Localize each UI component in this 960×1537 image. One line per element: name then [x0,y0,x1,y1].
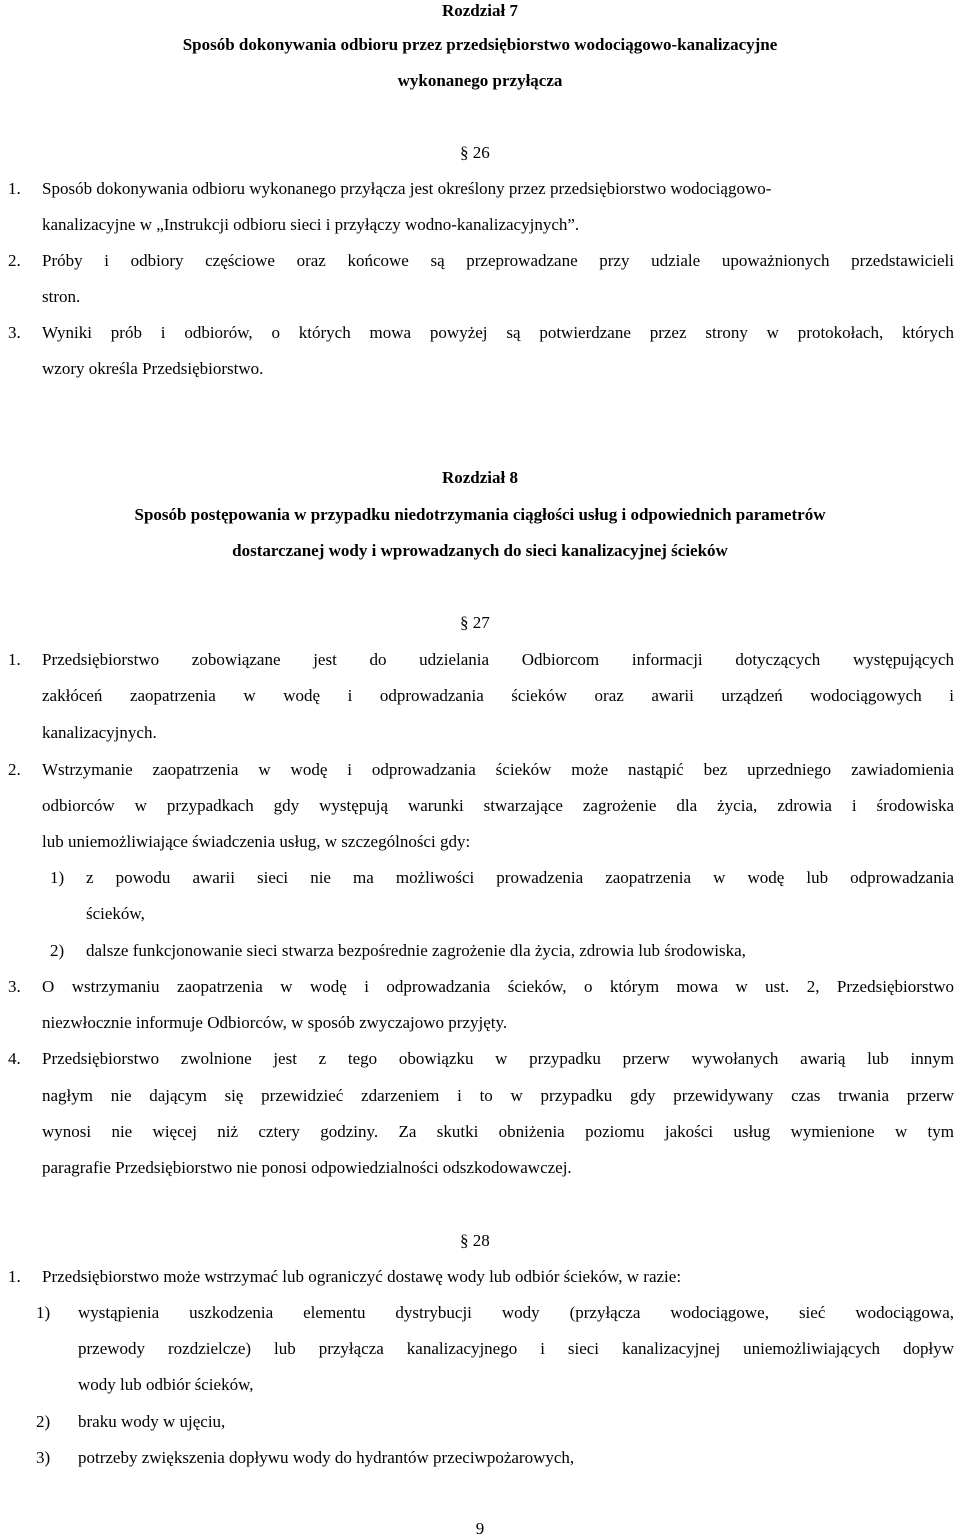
p28-sub2-number: 2) [36,1412,51,1431]
p27-item1-line1: Przedsiębiorstwo zobowiązane jest do udzielania Odbiorcom informacji dotyczących występujących [42,650,954,669]
p27-item2-number: 2. [8,760,21,779]
p28-sub1-number: 1) [36,1303,51,1322]
chapter-8-subtitle-line1: Sposób postępowania w przypadku niedotrzymania ciągłości usług i odpowiednich parametrów [134,505,826,524]
p27-item3-line1: O wstrzymaniu zaopatrzenia w wodę i odprowadzania ścieków, o którym mowa w ust. 2, Przedsiębiorstwo [42,977,954,996]
p27-item4-line3: wynosi nie więcej niż cztery godziny. Za skutki obniżenia poziomu jakości usług wymienione w tym [42,1122,954,1141]
p28-sub1-line3: wody lub odbiór ścieków, [78,1375,254,1394]
p27-item1-line2: zakłóceń zaopatrzenia w wodę i odprowadzania ścieków oraz awarii urządzeń wodociągowych i [42,686,954,705]
p26-item3-line2: wzory określa Przedsiębiorstwo. [42,359,264,378]
p28-sub2-line1: braku wody w ujęciu, [78,1412,226,1431]
p27-item2-line3: lub uniemożliwiające świadczenia usług, w szczególności gdy: [42,832,471,851]
p28-sub3-number: 3) [36,1448,51,1467]
chapter-7-title: Rozdział 7 [441,1,519,20]
p27-item1-number: 1. [8,650,21,669]
p27-sub1-line2: ścieków, [86,904,145,923]
chapter-8-subtitle-line2: dostarczanej wody i wprowadzanych do sieci kanalizacyjnej ścieków [232,541,728,560]
chapter-8-title: Rozdział 8 [441,468,519,487]
page-number: 9 [475,1519,485,1537]
chapter-7-subtitle-line1: Sposób dokonywania odbioru przez przedsiębiorstwo wodociągowo-kanalizacyjne [182,35,778,54]
chapter-7-subtitle-line2: wykonanego przyłącza [397,71,563,90]
p28-item1-line1: Przedsiębiorstwo może wstrzymać lub ograniczyć dostawę wody lub odbiór ścieków, w razie: [42,1267,682,1286]
p26-item1-line1 [42,178,954,200]
p27-item4-line1: Przedsiębiorstwo zwolnione jest z tego obowiązku w przypadku przerw wywołanych awarią lub innym [42,1049,954,1068]
p27-item2-line2: odbiorców w przypadkach gdy występują warunki stwarzające zagrożenie dla życia, zdrowia i środowiska [42,796,954,815]
p27-item2-line1: Wstrzymanie zaopatrzenia w wodę i odprowadzania ścieków może nastąpić bez uprzedniego zawiadomienia [42,760,954,779]
p26-item3-number: 3. [8,323,21,342]
p27-sub1-number: 1) [50,868,65,887]
p27-sub2-number: 2) [50,941,65,960]
p27-item3-number: 3. [8,977,21,996]
p27-sub2-line1: dalsze funkcjonowanie sieci stwarza bezpośrednie zagrożenie dla życia, zdrowia lub środowiska, [86,941,746,960]
p28-item1-number: 1. [8,1267,21,1286]
p27-item4-line2: nagłym nie dającym się przewidzieć zdarzeniem i to w przypadku gdy przewidywany czas trwania przerw [42,1086,954,1105]
p28-sub1-line2: przewody rozdzielcze) lub przyłącza kanalizacyjnego i sieci kanalizacyjnej uniemożliwiających dopływ [78,1339,954,1358]
p27-item1-line3: kanalizacyjnych. [42,723,157,742]
paragraph-26-sign: § 26 [460,143,490,162]
p27-item3-line2: niezwłocznie informuje Odbiorców, w sposób zwyczajowo przyjęty. [42,1013,508,1032]
paragraph-28-sign: § 28 [460,1231,490,1250]
p26-item3-line1: Wyniki prób i odbiorów, o których mowa powyżej są potwierdzane przez strony w protokołach, których [42,323,954,342]
p26-item2-line2: stron. [42,287,81,306]
p27-sub1-line1: z powodu awarii sieci nie ma możliwości prowadzenia zaopatrzenia w wodę lub odprowadzania [86,868,954,887]
p26-item2-number: 2. [8,251,21,270]
paragraph-27-sign: § 27 [460,613,490,632]
p28-sub3-line1: potrzeby zwiększenia dopływu wody do hydrantów przeciwpożarowych, [78,1448,575,1467]
p26-item1-number: 1. [8,179,21,198]
p26-item2-line1: Próby i odbiory częściowe oraz końcowe są przeprowadzane przy udziale upoważnionych przedstawicieli [42,251,954,270]
p27-item4-number: 4. [8,1049,21,1068]
p26-item1-line2: kanalizacyjne w „Instrukcji odbioru sieci i przyłączy wodno-kanalizacyjnych”. [42,215,580,234]
p27-item4-line4: paragrafie Przedsiębiorstwo nie ponosi odpowiedzialności odszkodowawczej. [42,1158,572,1177]
p28-sub1-line1: wystąpienia uszkodzenia elementu dystrybucji wody (przyłącza wodociągowe, sieć wodociągowa, [78,1303,954,1322]
p26-item1-line1-text: Sposób dokonywania odbioru wykonanego przyłącza jest określony przez przedsiębiorstwo wodociągowo- [42,179,772,198]
